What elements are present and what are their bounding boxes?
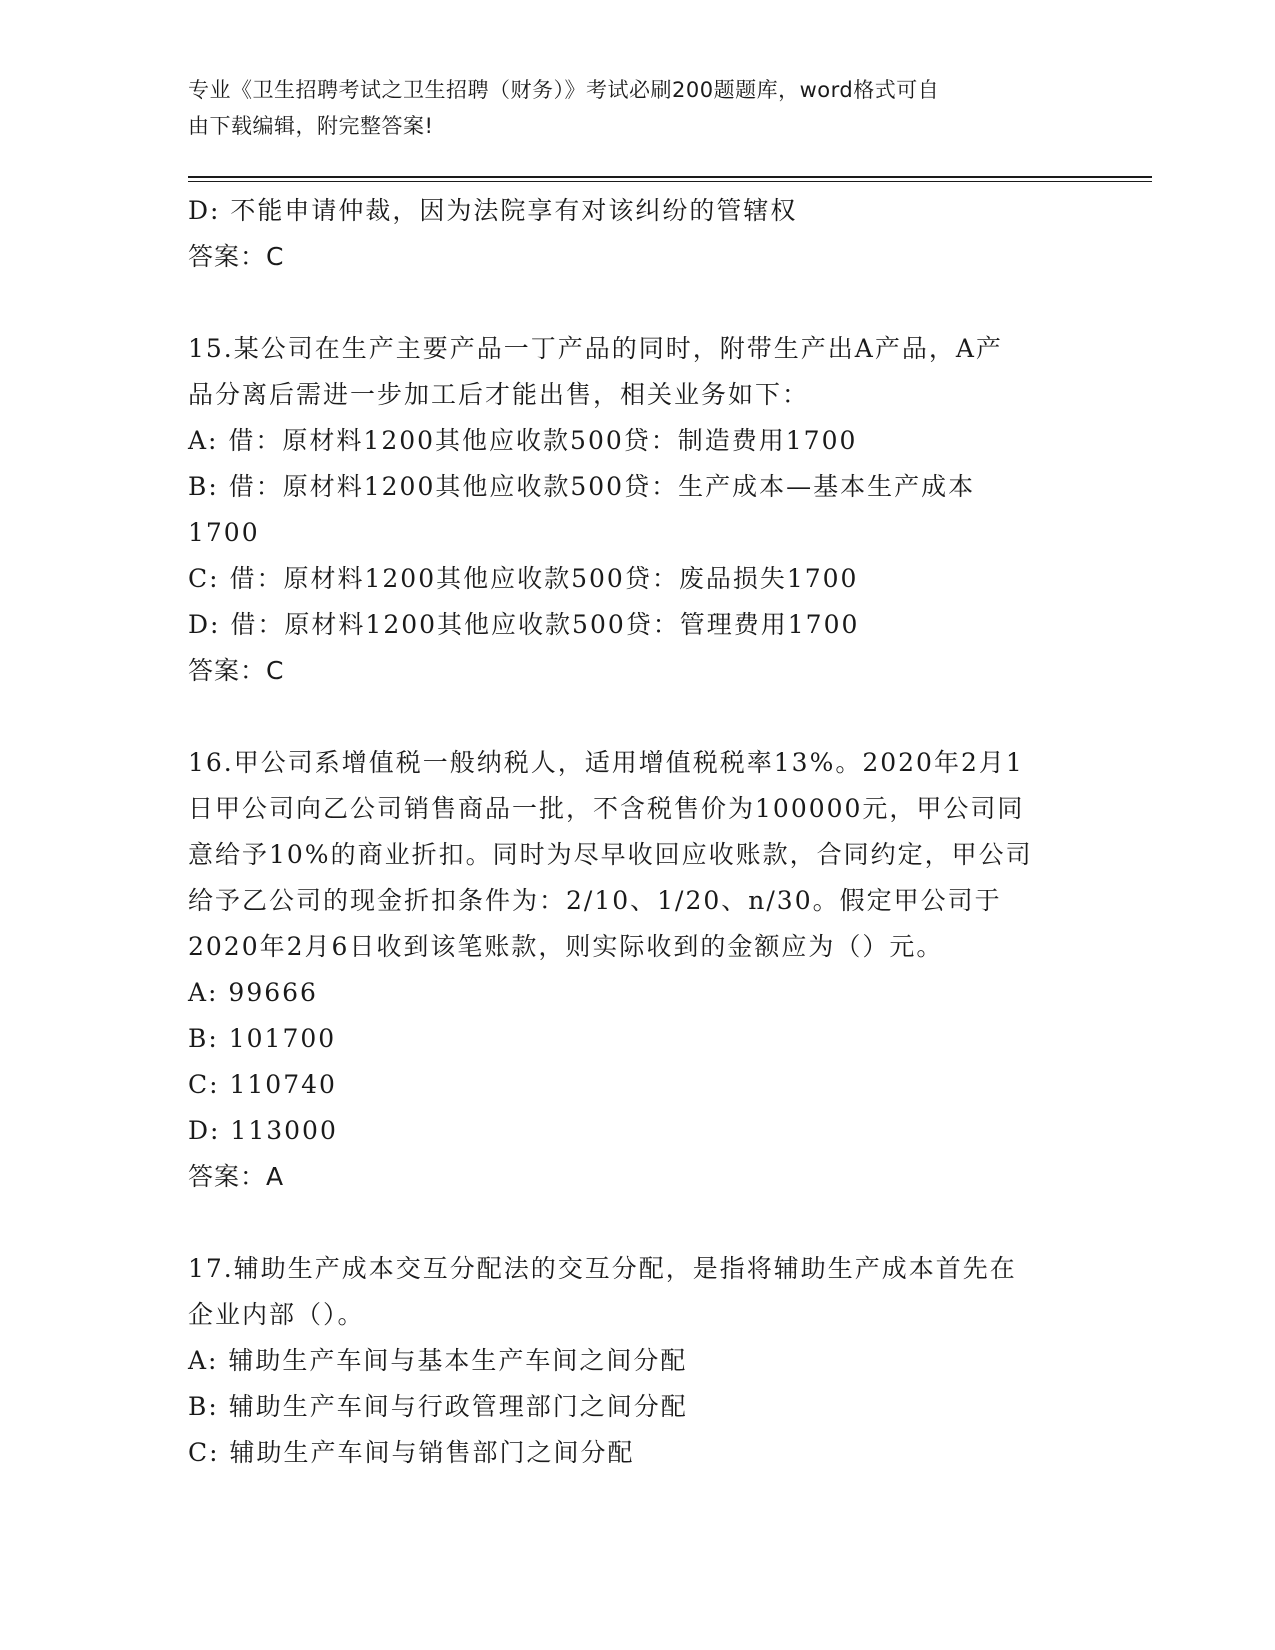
option-d: D: 借：原材料1200其他应收款500贷：管理费用1700 [188,610,860,639]
option-a: A: 辅助生产车间与基本生产车间之间分配 [188,1346,688,1375]
option-b: B: 借：原材料1200其他应收款500贷：生产成本—基本生产成本 [188,472,976,501]
option-b-continued: 1700 [188,518,260,547]
option-a: A: 借：原材料1200其他应收款500贷：制造费用1700 [188,426,858,455]
spacer [188,1200,1088,1246]
question-stem-line: 16.甲公司系增值税一般纳税人，适用增值税税率13%。2020年2月1 [188,748,1024,777]
previous-question-tail [188,188,1088,280]
answer-line: 答案：C [188,656,285,685]
option-c: C: 借：原材料1200其他应收款500贷：废品损失1700 [188,564,859,593]
document-header [188,72,1068,144]
option-b: B: 101700 [188,1024,337,1053]
answer-line: 答案：A [188,1162,285,1191]
question-stem-line: 15.某公司在生产主要产品一丁产品的同时，附带生产出A产品，A产 [188,334,1003,363]
question-15 [188,326,1088,694]
question-16 [188,740,1088,1200]
option-d: D: 113000 [188,1116,338,1145]
option-c: C: 辅助生产车间与销售部门之间分配 [188,1438,635,1467]
document-body [188,188,1088,1476]
header-divider-thick [188,176,1152,178]
question-stem-line: 意给予10%的商业折扣。同时为尽早收回应收账款，合同约定，甲公司 [188,840,1033,869]
question-17 [188,1246,1088,1476]
question-stem-line: 17.辅助生产成本交互分配法的交互分配，是指将辅助生产成本首先在 [188,1254,1017,1283]
header-title-line-1: 专业《卫生招聘考试之卫生招聘（财务）》考试必刷200题题库，word格式可自 [188,78,940,102]
option-a: A: 99666 [188,978,318,1007]
question-stem-line: 日甲公司向乙公司销售商品一批，不含税售价为100000元，甲公司同 [188,794,1025,823]
question-stem-line: 给予乙公司的现金折扣条件为：2/10、1/20、n/30。假定甲公司于 [188,886,1002,915]
question-stem-line: 企业内部（）。 [188,1300,365,1329]
question-stem-line: 2020年2月6日收到该笔账款，则实际收到的金额应为（）元。 [188,932,944,961]
header-divider-thin [188,181,1152,182]
spacer [188,694,1088,740]
option-b: B: 辅助生产车间与行政管理部门之间分配 [188,1392,688,1421]
option-c: C: 110740 [188,1070,337,1099]
option-d: D: 不能申请仲裁，因为法院享有对该纠纷的管辖权 [188,196,798,225]
header-title-line-2: 由下载编辑，附完整答案! [188,114,434,138]
spacer [188,280,1088,326]
answer-line: 答案：C [188,242,285,271]
question-stem-line: 品分离后需进一步加工后才能出售，相关业务如下： [188,380,810,409]
